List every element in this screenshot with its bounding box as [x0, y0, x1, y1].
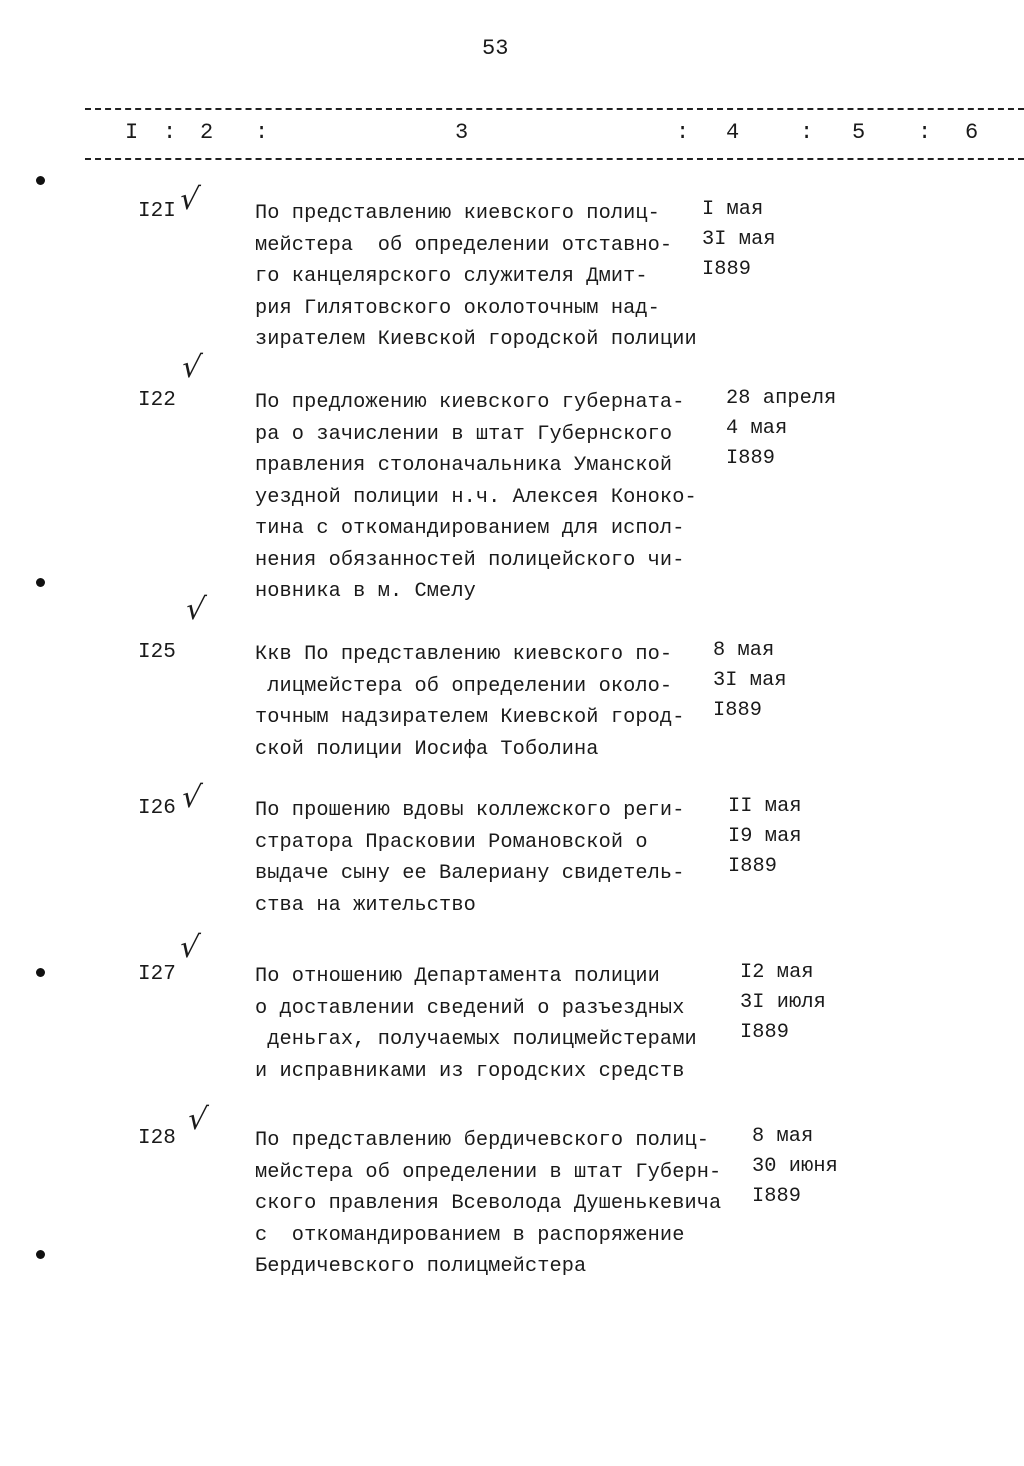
entry-date: 28 апреля — [726, 387, 837, 410]
entry-date: I889 — [752, 1185, 802, 1208]
entry-date: I889 — [740, 1021, 790, 1044]
column-header-label: 6 — [965, 120, 979, 145]
checkmark-icon: √ — [179, 350, 204, 385]
entry-text-line: мейстера об определении отставно- — [255, 233, 673, 257]
column-header-label: 2 — [200, 120, 214, 145]
entry-text-line: тина с откомандированием для испол- — [255, 517, 685, 540]
punch-hole-mark — [36, 1250, 45, 1259]
entry-text-line: деньгах, получаемых полицмейстерами — [255, 1028, 697, 1051]
entry-text-line: го канцелярского служителя Дмит- — [255, 265, 648, 288]
header-bottom-rule — [85, 158, 1024, 160]
entry-text-line: По прошению вдовы коллежского реги- — [255, 799, 685, 822]
column-separator: : — [800, 120, 814, 145]
entry-date: II мая — [728, 795, 802, 818]
entry-date: 3I мая — [713, 669, 787, 692]
column-header-label: I — [125, 120, 139, 145]
entry-date: 3I мая — [702, 228, 776, 251]
entry-text-line: нения обязанностей полицейского чи- — [255, 548, 685, 572]
entry-number: I2I — [138, 200, 176, 223]
entry-text-line: лицмейстера об определении около- — [255, 674, 673, 698]
entry-date: I9 мая — [728, 825, 802, 848]
punch-hole-mark — [36, 578, 45, 587]
checkmark-icon: √ — [179, 780, 204, 815]
entry-text-line: уездной полиции н.ч. Алексея Коноко- — [255, 485, 697, 509]
entry-text-line: По представлению киевского полиц- — [255, 202, 660, 225]
entry-text-line: правления столоначальника Уманской — [255, 454, 673, 477]
entry-date: I889 — [728, 855, 778, 878]
column-header-label: 4 — [726, 120, 740, 145]
punch-hole-mark — [36, 968, 45, 977]
punch-hole-mark — [36, 176, 45, 185]
entry-text-line: и исправниками из городских средств — [255, 1059, 685, 1083]
entry-date: I889 — [702, 258, 752, 281]
entry-text-line: По представлению бердичевского полиц- — [255, 1129, 710, 1152]
entry-date: I889 — [713, 699, 763, 722]
checkmark-icon: √ — [183, 592, 208, 627]
column-separator: : — [918, 120, 932, 145]
entry-number: I22 — [138, 389, 176, 412]
entry-text-line: выдаче сыну ее Валериану свидетель- — [255, 862, 685, 885]
entry-date: 3I июля — [740, 991, 826, 1014]
entry-date: I мая — [702, 198, 764, 221]
entry-text-line: ской полиции Иосифа Тоболина — [255, 737, 599, 761]
entry-date: 8 мая — [713, 639, 775, 662]
entry-number: I27 — [138, 963, 176, 986]
entry-text-line: ства на жительство — [255, 893, 476, 917]
entry-text-line: Ккв По представлению киевского по- — [255, 643, 673, 666]
column-header-label: 5 — [852, 120, 866, 145]
column-header-label: 3 — [455, 120, 469, 145]
entry-text-line: ра о зачислении в штат Губернского — [255, 422, 673, 446]
column-separator: : — [255, 120, 269, 145]
header-top-rule — [85, 108, 1024, 110]
entry-text-line: с откомандированием в распоряжение — [255, 1223, 685, 1247]
entry-number: I25 — [138, 641, 176, 664]
entry-text-line: зирателем Киевской городской полиции — [255, 328, 697, 351]
entry-text-line: рия Гилятовского околоточным над- — [255, 296, 660, 320]
column-separator: : — [676, 120, 690, 145]
entry-number: I28 — [138, 1127, 176, 1150]
entry-text-line: По отношению Департамента полиции — [255, 965, 660, 988]
page-number: 53 — [482, 36, 509, 61]
entry-number: I26 — [138, 797, 176, 820]
entry-text-line: ского правления Всеволода Душенькевича — [255, 1192, 722, 1215]
entry-date: 30 июня — [752, 1155, 838, 1178]
checkmark-icon: √ — [177, 182, 202, 217]
entry-date: 4 мая — [726, 417, 788, 440]
entry-text-line: мейстера об определении в штат Губерн- — [255, 1160, 722, 1184]
checkmark-icon: √ — [185, 1102, 210, 1137]
entry-date: I2 мая — [740, 961, 814, 984]
entry-text-line: По предложению киевского губерната- — [255, 391, 685, 414]
entry-text-line: точным надзирателем Киевской город- — [255, 706, 685, 729]
entry-text-line: о доставлении сведений о разъездных — [255, 996, 685, 1020]
entry-text-line: Бердичевского полицмейстера — [255, 1255, 587, 1278]
column-separator: : — [163, 120, 177, 145]
entry-text-line: стратора Прасковии Романовской о — [255, 830, 648, 854]
entry-date: I889 — [726, 447, 776, 470]
checkmark-icon: √ — [177, 930, 202, 965]
entry-text-line: новника в м. Смелу — [255, 580, 476, 603]
entry-date: 8 мая — [752, 1125, 814, 1148]
